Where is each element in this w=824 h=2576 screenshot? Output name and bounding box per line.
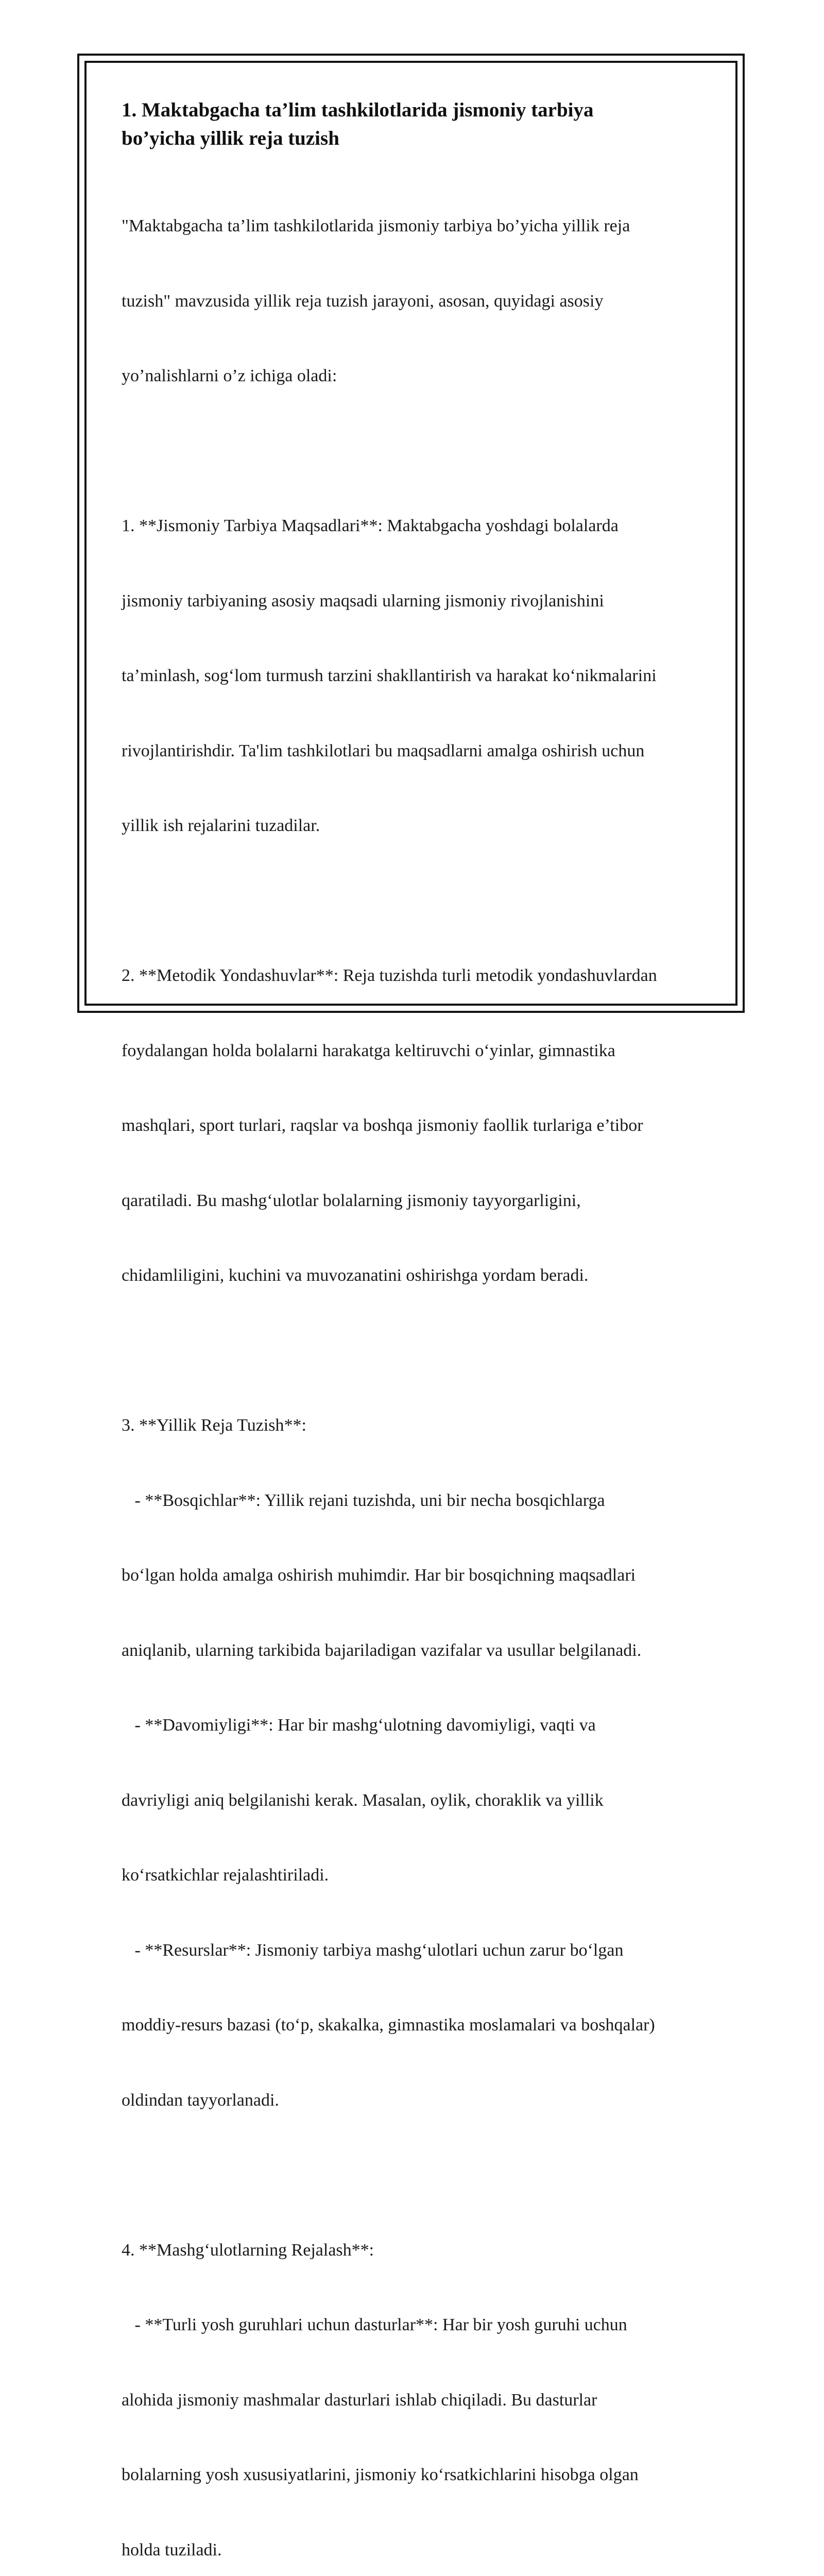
text-line: ta’minlash, sog‘lom turmush tarzini shakllantirish va harakat ko‘nikmalarini: [122, 664, 719, 689]
paragraph-gap: [122, 1338, 719, 1364]
section-3-paragraph: [122, 1363, 719, 2163]
title-line-1: 1. Maktabgacha ta’lim tashkilotlarida jismoniy tarbiya: [122, 99, 594, 121]
text-line: aniqlanib, ularning tarkibida bajariladigan vazifalar va usullar belgilanadi.: [122, 1638, 719, 1664]
text-line: - **Turli yosh guruhlari uchun dasturlar**: Har bir yosh guruhi uchun: [122, 2313, 719, 2338]
intro-paragraph: [122, 164, 719, 439]
text-line: 1. **Jismoniy Tarbiya Maqsadlari**: Maktabgacha yoshdagi bolalarda: [122, 514, 719, 539]
text-line: yillik ish rejalarini tuzadilar.: [122, 814, 719, 839]
text-line: 2. **Metodik Yondashuvlar**: Reja tuzishda turli metodik yondashuvlardan: [122, 963, 719, 989]
paragraph-gap: [122, 2163, 719, 2188]
text-line: tuzish" mavzusida yillik reja tuzish jarayoni, asosan, quyidagi asosiy: [122, 289, 719, 314]
text-line: chidamliligini, kuchini va muvozanatini oshirishga yordam beradi.: [122, 1263, 719, 1289]
text-line: holda tuziladi.: [122, 2538, 719, 2563]
text-line: rivojlantirishdir. Ta'lim tashkilotlari bu maqsadlarni amalga oshirish uchun: [122, 739, 719, 764]
text-line: - **Resurslar**: Jismoniy tarbiya mashg‘ulotlari uchun zarur bo‘lgan: [122, 1938, 719, 1963]
text-line: moddiy-resurs bazasi (to‘p, skakalka, gimnastika moslamalari va boshqalar): [122, 2013, 719, 2038]
document-title: [122, 96, 719, 152]
text-line: alohida jismoniy mashmalar dasturlari ishlab chiqiladi. Bu dasturlar: [122, 2388, 719, 2413]
section-1-paragraph: [122, 464, 719, 889]
section-2-paragraph: [122, 913, 719, 1338]
text-line: - **Davomiyligi**: Har bir mashg‘ulotning davomiyligi, vaqti va: [122, 1713, 719, 1738]
text-line: foydalangan holda bolalarni harakatga keltiruvchi o‘yinlar, gimnastika: [122, 1039, 719, 1064]
text-line: bo‘lgan holda amalga oshirish muhimdir. Har bir bosqichning maqsadlari: [122, 1563, 719, 1588]
text-line: mashqlari, sport turlari, raqslar va boshqa jismoniy faollik turlariga e’tibor: [122, 1113, 719, 1139]
title-line-2: bo’yicha yillik reja tuzish: [122, 127, 339, 149]
text-line: bolalarning yosh xususiyatlarini, jismoniy ko‘rsatkichlarini hisobga olgan: [122, 2463, 719, 2488]
text-line: 4. **Mashg‘ulotlarning Rejalash**:: [122, 2238, 719, 2263]
text-line: - **Bosqichlar**: Yillik rejani tuzishda, uni bir necha bosqichlarga: [122, 1488, 719, 1514]
text-line: qaratiladi. Bu mashg‘ulotlar bolalarning jismoniy tayyorgarligini,: [122, 1189, 719, 1214]
paragraph-gap: [122, 439, 719, 464]
text-line: davriyligi aniq belgilanishi kerak. Masalan, oylik, choraklik va yillik: [122, 1788, 719, 1814]
text-line: 3. **Yillik Reja Tuzish**:: [122, 1413, 719, 1438]
text-line: yo’nalishlarni o’z ichiga oladi:: [122, 364, 719, 389]
text-line: oldindan tayyorlanadi.: [122, 2088, 719, 2113]
text-line: "Maktabgacha ta’lim tashkilotlarida jismoniy tarbiya bo’yicha yillik reja: [122, 214, 719, 239]
document-body: [122, 96, 719, 2576]
text-line: jismoniy tarbiyaning asosiy maqsadi ularning jismoniy rivojlanishini: [122, 589, 719, 614]
text-line: ko‘rsatkichlar rejalashtiriladi.: [122, 1863, 719, 1888]
paragraph-gap: [122, 889, 719, 914]
section-4-paragraph: [122, 2188, 719, 2576]
